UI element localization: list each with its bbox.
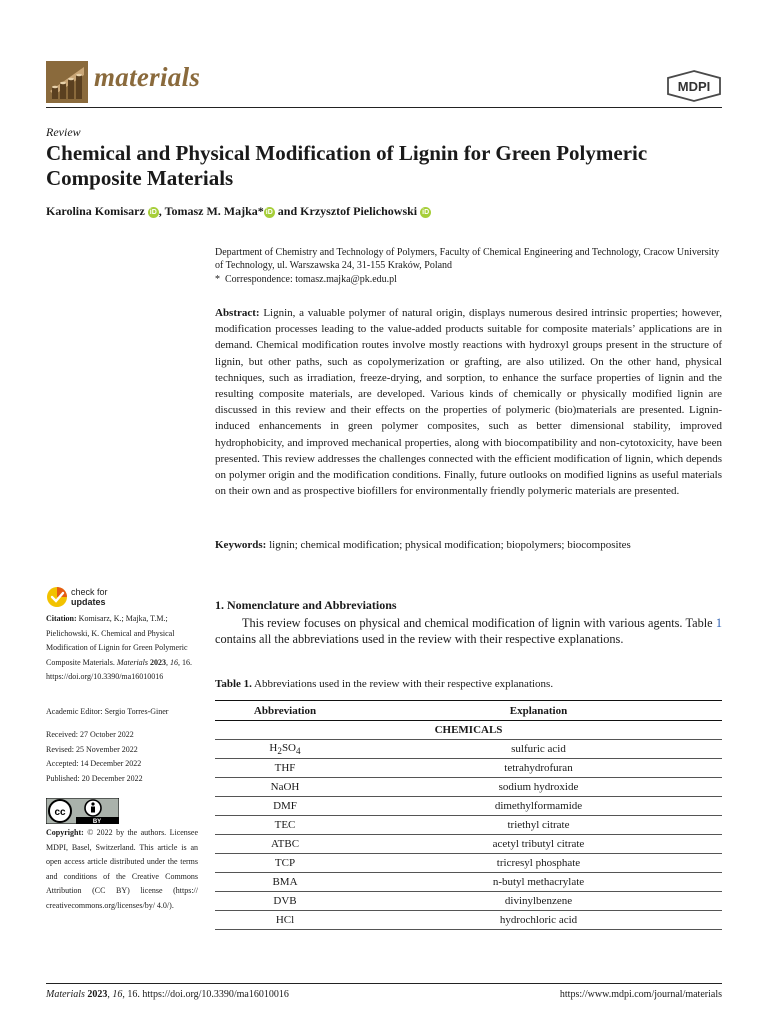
keywords xyxy=(215,539,722,551)
explanation-cell: divinylbenzene xyxy=(355,892,722,911)
orcid-icon[interactable]: iD xyxy=(422,209,430,216)
article-dates xyxy=(46,728,198,786)
copyright xyxy=(46,826,198,914)
abbreviation-cell: BMA xyxy=(215,873,355,892)
abbreviations-table xyxy=(215,700,722,930)
abbreviation-cell: ATBC xyxy=(215,835,355,854)
author-separator: , xyxy=(158,204,165,218)
table-group-row xyxy=(215,721,722,740)
explanation-cell: sulfuric acid xyxy=(355,740,722,759)
table-row xyxy=(215,854,722,873)
abbreviation-cell: $H_2SO_4$ xyxy=(215,740,355,759)
author-list xyxy=(46,204,431,219)
cc-by-license-icon[interactable] xyxy=(46,798,119,824)
table-group-label: CHEMICALS xyxy=(434,724,503,736)
cc-by-label: BY xyxy=(92,819,102,824)
abbreviation-cell: TEC xyxy=(215,816,355,835)
mdpi-logo-text: MDPI xyxy=(677,79,711,94)
citation-text: Komisarz, K.; Majka, T.M.; Pielichowski, K. Chemical and Physical Modification of Lignin for Green Polymeric Composite Materials. xyxy=(46,614,188,667)
abbreviation-cell: TCP xyxy=(215,854,355,873)
explanation-cell: tetrahydrofuran xyxy=(355,759,722,778)
explanation-cell: tricresyl phosphate xyxy=(355,854,722,873)
article-title: Chemical and Physical Modification of Lignin for Green Polymeric Composite Materials xyxy=(46,141,648,190)
abstract-label: Abstract: xyxy=(215,307,260,319)
citation-doi[interactable]: , 16. https://doi.org/10.3390/ma16010016 xyxy=(46,657,192,682)
citation-volume: 16 xyxy=(170,657,178,667)
abbreviation-cell: THF xyxy=(215,759,355,778)
affiliation: Department of Chemistry and Technology of Polymers, Faculty of Chemical Engineering and Technology, Cracow University of Technology, ul. Warszawska 24, 31-155 Kraków, Poland xyxy=(215,247,720,271)
author-name[interactable]: Karolina Komisarz xyxy=(46,204,145,218)
check-line2: updates xyxy=(71,597,106,607)
footer-journal: Materials xyxy=(46,989,85,1000)
table-caption-label: Table 1. xyxy=(215,678,252,690)
correspondence-text[interactable]: Correspondence: tomasz.majka@pk.edu.pl xyxy=(225,274,397,285)
explanation-cell: sodium hydroxide xyxy=(355,778,722,797)
mdpi-logo-icon xyxy=(666,70,722,102)
author-separator: and xyxy=(274,204,301,218)
accepted-date: Accepted: 14 December 2022 xyxy=(46,759,142,769)
article-type: Review xyxy=(46,125,81,139)
explanation-cell: triethyl citrate xyxy=(355,816,722,835)
copyright-text: © 2022 by the authors. Licensee MDPI, Basel, Switzerland. This article is an open access article distributed under the terms and conditions of the Creative Commons Attribution (CC BY) license (https:// creativecommons.org/licenses/by/ 4.0/). xyxy=(46,828,199,910)
abbreviation-cell: NaOH xyxy=(215,778,355,797)
corresponding-marker: * xyxy=(257,204,264,218)
correspondence xyxy=(215,273,725,286)
table-row xyxy=(215,892,722,911)
footer-doi[interactable]: , 16. https://doi.org/10.3390/ma16010016 xyxy=(122,989,289,1000)
explanation-cell: n-butyl methacrylate xyxy=(355,873,722,892)
orcid-icon[interactable]: iD xyxy=(149,209,157,216)
academic-editor: Academic Editor: Sergio Torres-Giner xyxy=(46,707,169,716)
svg-text:cc: cc xyxy=(54,807,66,818)
table-caption-text: Abbreviations used in the review with their respective explanations. xyxy=(251,678,554,690)
table-row xyxy=(215,797,722,816)
table-row xyxy=(215,816,722,835)
citation: Citation: Komisarz, K.; Majka, T.M.; Pielichowski, K. Chemical and Physical Modification of Lignin for Green Polymeric Composite Materials. Materials 2023, 16, 16. https://doi.org/10.3390/ma16010016 xyxy=(46,614,192,682)
journal-name: materials xyxy=(94,62,201,92)
check-for-updates-label[interactable] xyxy=(71,587,108,607)
explanation-cell: hydrochloric acid xyxy=(355,911,722,930)
citation-journal: Materials xyxy=(116,657,148,667)
journal-logo-icon xyxy=(46,61,88,103)
table-row xyxy=(215,759,722,778)
check-for-updates-icon[interactable] xyxy=(46,586,68,608)
author-name[interactable]: Tomasz M. Majka xyxy=(164,204,258,218)
explanation-cell: acetyl tributyl citrate xyxy=(355,835,722,854)
footer-citation: Materials 2023, 16, 16. https://doi.org/10.3390/ma16010016 xyxy=(46,989,289,1000)
citation-year: 2023 xyxy=(150,657,166,667)
abstract-text: Lignin, a valuable polymer of natural origin, displays numerous desired intrinsic properties; however, modification processes leading to the value-added products suitable for composite materials’ applications are in demand. Chemical modification routes involve mostly reactions with hydroxyl groups present in the structure of lignin, but other paths, such as copolymerization or grafting, are also utilized. On the other hand, physical techniques, such as irradiation, freeze-drying, and sorption, to enhance the surface properties of lignin and the resulting composite materials, are developed. Various kinds of chemically or physically modified lignin are discussed in this review and their effects on the properties of polymeric (bio)materials are presented. Lignin-induced enhancements in green polymer composites, such as better dimensional stability, improved hydrophobicity, and improved mechanical properties, along with biocompatibility and non-cytotoxicity, have been presented. This review addresses the challenges connected with the efficient modification of lignin, which depends on polymer origin and the modification conditions. Finally, future outlooks on modified lignins as useful materials on their own and as prospective biofillers for environmentally friendly polymeric materials are presented. xyxy=(215,307,722,498)
abbreviation-cell: HCl xyxy=(215,911,355,930)
orcid-icon[interactable]: iD xyxy=(265,209,273,216)
table-row xyxy=(215,873,722,892)
revised-date: Revised: 25 November 2022 xyxy=(46,744,138,754)
author-name[interactable]: Krzysztof Pielichowski xyxy=(300,204,418,218)
abbreviation-cell: DMF xyxy=(215,797,355,816)
keywords-text: lignin; chemical modification; physical modification; biopolymers; biocomposites xyxy=(269,539,631,551)
received-date: Received: 27 October 2022 xyxy=(46,730,134,739)
table-caption xyxy=(215,678,722,690)
explanation-cell: dimethylformamide xyxy=(355,797,722,816)
published-date: Published: 20 December 2022 xyxy=(46,773,143,783)
check-line1: check for xyxy=(71,587,108,597)
copyright-label: Copyright: xyxy=(46,828,84,837)
footer-year: 2023 xyxy=(87,989,108,1000)
abbreviation-cell: DVB xyxy=(215,892,355,911)
table-header-abbreviation: Abbreviation xyxy=(215,701,355,721)
footer-journal-url[interactable]: https://www.mdpi.com/journal/materials xyxy=(559,989,722,1000)
para-text-before: This review focuses on physical and chemical modification of lignin with various agents. Table xyxy=(242,616,716,630)
keywords-label: Keywords: xyxy=(215,539,267,551)
citation-label: Citation: xyxy=(46,614,77,623)
table-row xyxy=(215,835,722,854)
table-row xyxy=(215,911,722,930)
footer-volume: 16 xyxy=(112,989,123,1000)
section-heading: 1. Nomenclature and Abbreviations xyxy=(215,598,397,612)
correspondence-marker: * xyxy=(215,274,220,285)
table-row xyxy=(215,778,722,797)
table-reference-link[interactable]: 1 xyxy=(715,616,722,630)
section-paragraph xyxy=(215,616,722,647)
para-text-after: contains all the abbreviations used in the review with their respective explanations. xyxy=(215,631,624,646)
footer-rule xyxy=(46,983,722,984)
table-row xyxy=(215,740,722,759)
table-header-explanation: Explanation xyxy=(355,701,722,721)
abstract xyxy=(215,305,722,499)
header-rule xyxy=(46,107,722,108)
